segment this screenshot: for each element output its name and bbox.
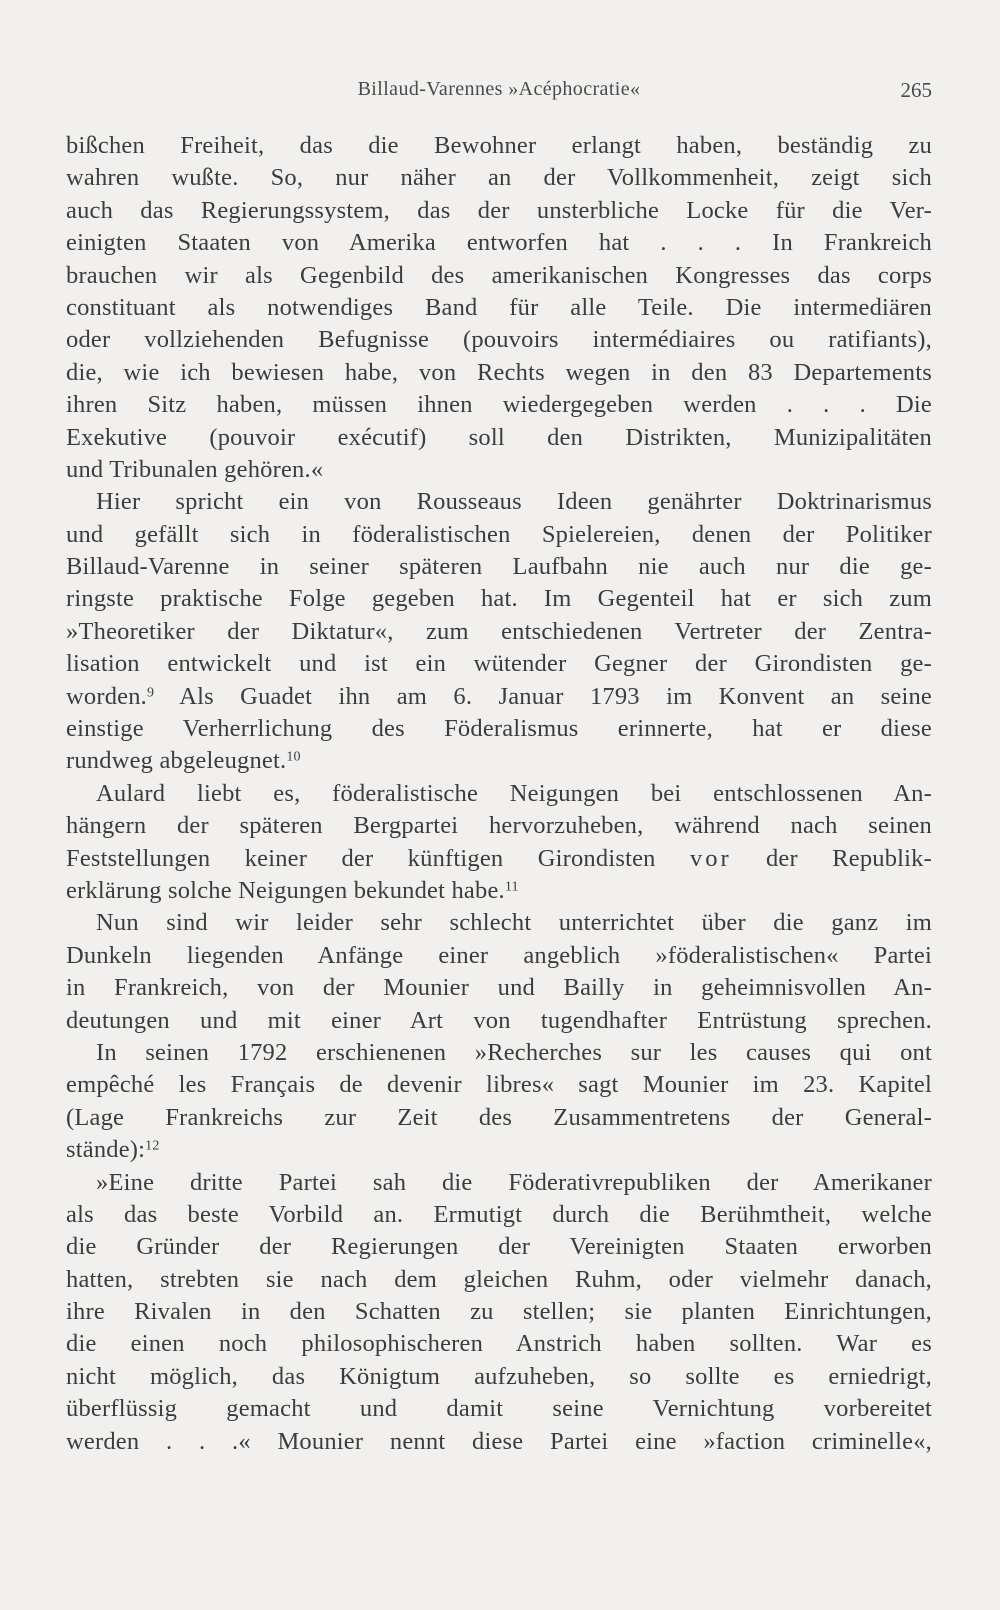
running-head xyxy=(66,78,932,108)
text-line: bißchen Freiheit, das die Bewohner erlangt haben, beständig zu xyxy=(66,132,932,159)
text-line: empêché les Français de devenir libres« sagt Mounier im 23. Kapitel xyxy=(66,1071,932,1099)
text-line: wahren wußte. So, nur näher an der Vollkommenheit, zeigt sich xyxy=(66,164,932,192)
text-line: Dunkeln liegenden Anfänge einer angeblich »föderalistischen« Partei xyxy=(66,941,932,969)
footnote-ref: 11 xyxy=(504,879,519,895)
text-line: Billaud-Varenne in seiner späteren Laufbahn nie auch nur die ge- xyxy=(66,553,932,581)
text-line: werden . . .« Mounier nennt diese Partei eine »faction criminelle«, xyxy=(66,1427,932,1455)
text-line: deutungen und mit einer Art von tugendhafter Entrüstung sprechen. xyxy=(66,1006,932,1034)
text-line: Feststellungen keiner der künftigen Girondisten vor der Republik- xyxy=(66,844,932,872)
text-line: hatten, strebten sie nach dem gleichen Ruhm, oder vielmehr danach, xyxy=(66,1265,932,1293)
footnote-ref: 10 xyxy=(286,749,301,765)
text-line: hängern der späteren Bergpartei hervorzuheben, während nach seinen xyxy=(66,812,932,840)
paragraph-start: Aulard liebt es, föderalistische Neigungen bei entschlossenen An- xyxy=(96,779,932,807)
text-line: als das beste Vorbild an. Ermutigt durch die Berühmtheit, welche xyxy=(66,1200,932,1228)
text-line: überflüssig gemacht und damit seine Vernichtung vorbereitet xyxy=(66,1395,932,1423)
footnote-ref: 9 xyxy=(147,684,155,700)
text-line: brauchen wir als Gegenbild des amerikanischen Kongresses das corps xyxy=(66,261,932,289)
text-line: in Frankreich, von der Mounier und Bailly in geheimnisvollen An- xyxy=(66,974,932,1002)
text-line: und Tribunalen gehören.« xyxy=(66,455,324,483)
text-line: einstige Verherrlichung des Föderalismus erinnerte, hat er diese xyxy=(66,715,932,743)
page-number: 265 xyxy=(900,78,932,102)
emphasis-spaced: vor xyxy=(689,844,732,872)
text-line: Exekutive (pouvoir exécutif) soll den Distrikten, Munizipalitäten xyxy=(66,423,932,451)
paragraph-start: Hier spricht ein von Rousseaus Ideen genährter Doktrinarismus xyxy=(96,488,932,516)
text-line: rundweg abgeleugnet.$^{10}$ xyxy=(66,747,301,775)
paragraph-start: In seinen 1792 erschienenen »Recherches sur les causes qui ont xyxy=(96,1038,932,1066)
text-line: stände):$^{12}$ xyxy=(66,1136,160,1164)
text-line: (Lage Frankreichs zur Zeit des Zusammentretens der General- xyxy=(66,1103,932,1131)
text-line: die Gründer der Regierungen der Vereinigten Staaten erworben xyxy=(66,1233,932,1261)
text-line: lisation entwickelt und ist ein wütender Gegner der Girondisten ge- xyxy=(66,650,932,678)
text-line: ihre Rivalen in den Schatten zu stellen; sie planten Einrichtungen, xyxy=(66,1298,932,1326)
text-line: auch das Regierungssystem, das der unsterbliche Locke für die Ver- xyxy=(66,196,932,224)
paragraph-start: Nun sind wir leider sehr schlecht unterrichtet über die ganz im xyxy=(96,909,932,937)
text-line: und gefällt sich in föderalistischen Spielereien, denen der Politiker xyxy=(66,520,932,548)
text-line: die einen noch philosophischeren Anstrich haben sollten. War es xyxy=(66,1330,932,1358)
text-line: nicht möglich, das Königtum aufzuheben, so sollte es erniedrigt, xyxy=(66,1362,932,1390)
text-line: constituant als notwendiges Band für alle Teile. Die intermediären xyxy=(66,293,932,321)
text-line: erklärung solche Neigungen bekundet habe.$^{11}$ xyxy=(66,876,519,904)
text-line: oder vollziehenden Befugnisse (pouvoirs intermédiaires ou ratifiants), xyxy=(66,326,932,354)
text-line: die, wie ich bewiesen habe, von Rechts wegen in den 83 Departements xyxy=(66,358,932,386)
paragraph-start: »Eine dritte Partei sah die Föderativrepubliken der Amerikaner xyxy=(96,1168,932,1196)
running-title: Billaud-Varennes »Acéphocratie« xyxy=(357,78,641,100)
text-line: ringste praktische Folge gegeben hat. Im Gegenteil hat er sich zum xyxy=(66,585,932,613)
body-text xyxy=(66,130,932,1458)
text-line: worden.$^9$ Als Guadet ihn am 6. Januar 1793 im Konvent an seine xyxy=(66,682,932,710)
text-line: »Theoretiker der Diktatur«, zum entschiedenen Vertreter der Zentra- xyxy=(66,617,932,645)
text-line: ihren Sitz haben, müssen ihnen wiedergegeben werden . . . Die xyxy=(66,391,932,419)
footnote-ref: 12 xyxy=(145,1138,160,1154)
text-line: einigten Staaten von Amerika entworfen hat . . . In Frankreich xyxy=(66,229,932,257)
